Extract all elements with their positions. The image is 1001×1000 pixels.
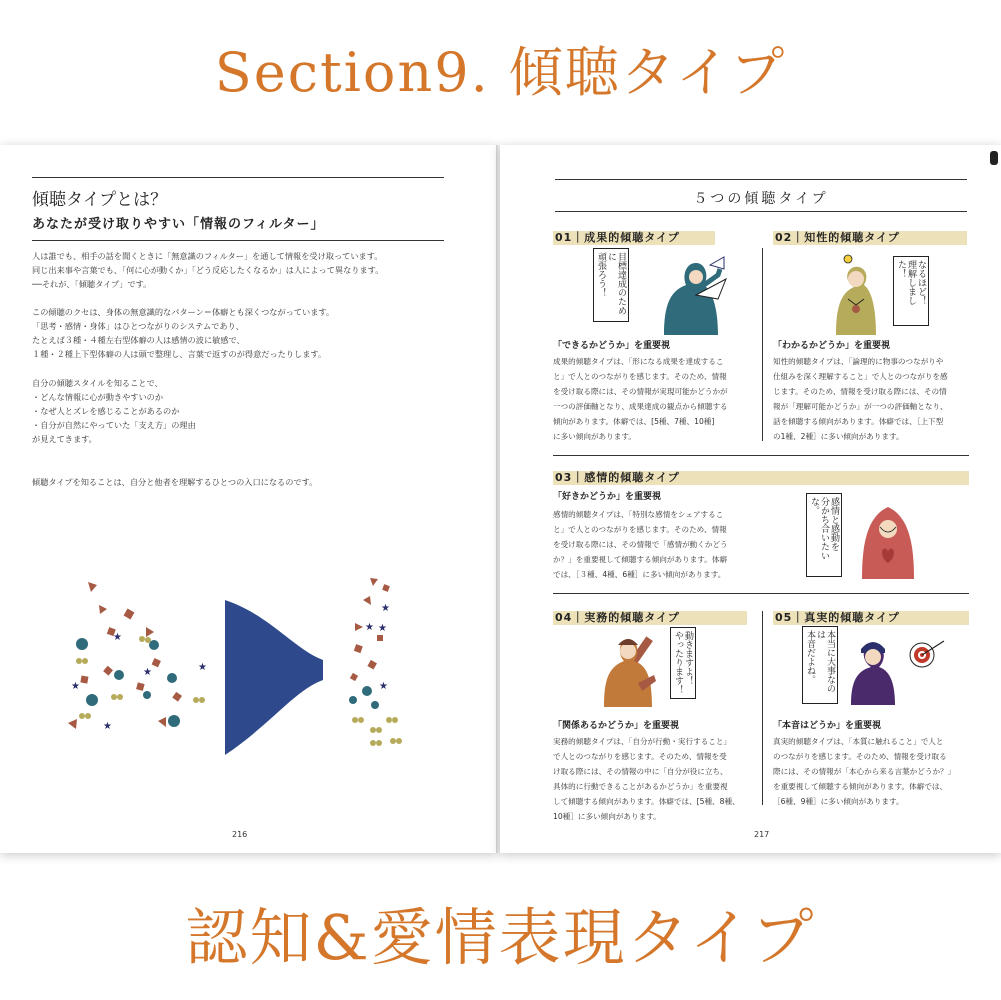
- page-subtitle: あなたが受け取りやすい「情報のフィルター」: [32, 217, 325, 232]
- body-paragraph-2: この傾聴のクセは、身体の無意識的なパターン＝体癖とも深くつながっています。 「思考・感情・身体」はひとつながりのシステムであり、 たとえば３種・４種左右型体癖の人は感情の波に敏感で、 １種・２種上下型体癖の人は頭で整理し、言葉で返すのが得意だったりします。: [32, 307, 335, 359]
- target-icon: [908, 637, 948, 669]
- title-rule-bottom: [32, 240, 444, 241]
- type-03-label: 03｜感情的傾聴タイプ: [553, 471, 969, 485]
- type-02-description: 知性的傾聴タイプは、「論理的に物事のつながりや 仕組みを深く理解すること」で人とのつながりを感 じます。そのため、情報を受け取る際には、その情 報が「理解可能かどうか」が一つの評価軸となり、 話を傾聴する傾向があります。体癖では、［上下型 の1種、2種］に多い傾向があります。: [773, 357, 948, 441]
- practical-character-icon: [598, 625, 662, 707]
- svg-text:★: ★: [113, 632, 122, 643]
- types-heading: ５つの傾聴タイプ: [693, 191, 829, 207]
- title-rule-top: [32, 177, 444, 178]
- svg-text:★: ★: [381, 603, 390, 614]
- heading-rule-bottom: [555, 211, 967, 212]
- type-05-description: 真実的傾聴タイプは、「本質に触れること」で人と のつながりを感じます。そのため、情報を受け取る 際には、その情報が「本心から来る言葉かどうか？」 を重要視して傾聴する傾向があります。体癖では、 ［6種、9種］に多い傾向があります。: [773, 737, 956, 806]
- type-02-subhead: 「わかるかどうか」を重要視: [773, 341, 891, 351]
- page-number-left: 216: [232, 830, 248, 839]
- type-01-subhead: 「できるかどうか」を重要視: [553, 341, 671, 351]
- intro-paragraph: 人は誰でも、相手の話を聞くときに「無意識のフィルター」を通して情報を受け取っています。 同じ出来事や言葉でも、「何に心が動くか」「どう反応したくなるか」は人によって異なります。 ──それが、「傾聴タイプ」です。: [32, 251, 384, 289]
- body-paragraph-3: 自分の傾聴スタイルを知ることで、 ・どんな情報に心が動きやすいのか ・なぜ人とズレを感じることがあるのか ・自分が自然にやっていた「支え方」の理由 が見えてきます。: [32, 378, 196, 444]
- type-01-speech-bubble: 目標達成のために 頑張ろう！: [593, 248, 629, 322]
- banner-bottom-title: 認知&愛情表現タイプ: [185, 901, 816, 974]
- svg-text:★: ★: [365, 622, 374, 633]
- heading-rule-top: [555, 179, 967, 180]
- svg-text:★: ★: [379, 681, 388, 692]
- svg-text:★: ★: [198, 662, 207, 673]
- type-05-speech-bubble: 本当に大事なのは 本音だよね。: [802, 626, 838, 704]
- svg-text:★: ★: [378, 623, 387, 634]
- body-paragraph-4: 傾聴タイプを知ることは、自分と他者を理解するひとつの入口になるのです。: [32, 477, 318, 487]
- page-title: 傾聴タイプとは？: [32, 190, 168, 210]
- type-04-label: 04｜実務的傾聴タイプ: [553, 611, 747, 625]
- funnel-shape: [225, 600, 323, 755]
- intellectual-character-icon: [830, 253, 880, 335]
- section-divider-2: [553, 593, 969, 594]
- emotional-character-icon: [858, 497, 918, 579]
- type-02-speech-bubble: なるほど！ 理解しました！: [893, 256, 929, 326]
- right-page: [500, 145, 1001, 853]
- filter-funnel-illustration: [55, 565, 425, 765]
- type-02-label: 02｜知性的傾聴タイプ: [773, 231, 967, 245]
- type-01-label: 01｜成果的傾聴タイプ: [553, 231, 715, 245]
- svg-text:★: ★: [103, 721, 112, 732]
- truth-character-icon: [845, 631, 901, 705]
- page-tab-marker: [990, 151, 998, 165]
- banner-top-title: Section9. 傾聴タイプ: [214, 41, 787, 104]
- type-05-subhead: 「本音はどうか」を重要視: [773, 721, 882, 731]
- column-divider-bottom: [762, 611, 763, 805]
- section-divider-1: [553, 455, 969, 456]
- svg-text:★: ★: [143, 667, 152, 678]
- type-03-subhead: 「好きかどうか」を重要視: [553, 492, 662, 502]
- svg-text:★: ★: [71, 681, 80, 692]
- type-05-label: 05｜真実的傾聴タイプ: [773, 611, 969, 625]
- column-divider-top: [762, 248, 763, 441]
- page-number-right: 217: [754, 830, 770, 839]
- type-01-description: 成果的傾聴タイプは、「形になる成果を達成するこ と」で人とのつながりを感じます。そのため、情報 を受け取る際には、その情報が実現可能かどうかが 一つの評価軸となり、成果達成の観点から傾聴する 傾向があります。体癖では、[5種、7種、10種] に多い傾向があります。: [553, 357, 728, 441]
- left-page: [0, 145, 497, 853]
- type-04-speech-bubble: 動きますよ！ やったります！: [670, 627, 696, 699]
- type-03-speech-bubble: 感情と感動を 分かち合いたいな。: [806, 493, 842, 577]
- type-04-description: 実務的傾聴タイプは、「自分が行動・実行すること」 で人とのつながりを感じます。そのため、情報を受 け取る際には、その情報の中に「自分が役に立ち、 具体的に行動できることがあるかどうか」を重要視 して傾聴する傾向があります。体癖では、[5種、8種、 10種］に多い傾向があります。: [553, 737, 740, 821]
- type-04-subhead: 「関係あるかどうか」を重要視: [553, 721, 680, 731]
- achiever-character-icon: [660, 255, 730, 335]
- type-03-description: 感情的傾聴タイプは、「特別な感情をシェアするこ と」で人とのつながりを感じます。そのため、情報 を受け取る際には、その情報で「感情が動くかどう か？」を重要視して傾聴する傾向があります。体癖 では、［３種、4種、6種］に多い傾向があります。: [553, 510, 728, 579]
